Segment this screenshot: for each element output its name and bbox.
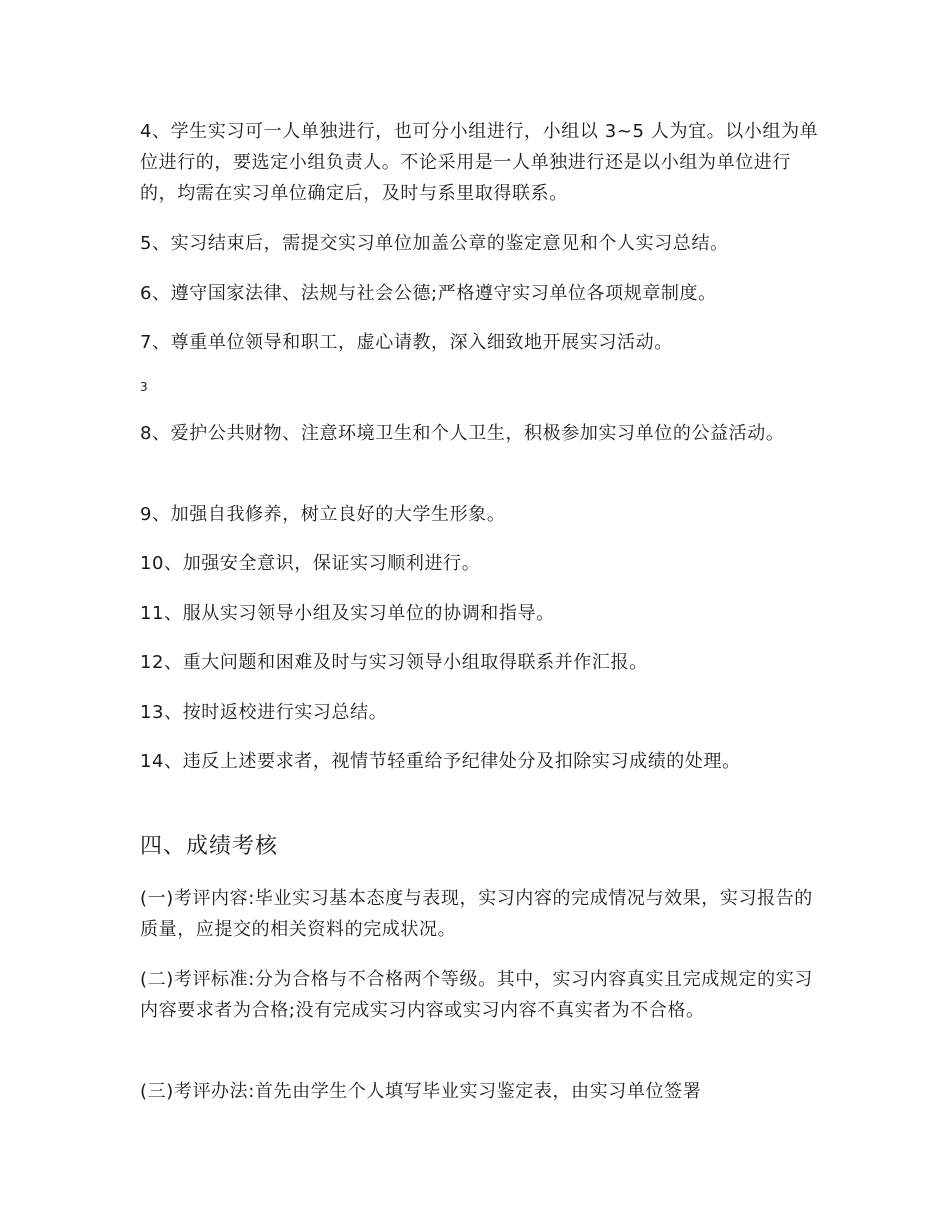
rule-item-5: 5、实习结束后，需提交实习单位加盖公章的鉴定意见和个人实习总结。: [140, 233, 729, 254]
rule-item-10: 10、加强安全意识，保证实习顺利进行。: [140, 553, 481, 574]
rule-item-12: 12、重大问题和困难及时与实习领导小组取得联系并作汇报。: [140, 652, 648, 673]
rule-item-14: 14、违反上述要求者，视情节轻重给予纪律处分及扣除实习成绩的处理。: [140, 751, 741, 772]
rule-item-13: 13、按时返校进行实习总结。: [140, 702, 388, 723]
assessment-standard: (二)考评标准:分为合格与不合格两个等级。其中，实习内容真实且完成规定的实习内容要求者为合格;没有完成实习内容或实习内容不真实者为不合格。: [140, 969, 813, 1021]
rule-item-7: 7、尊重单位领导和职工，虚心请教，深入细致地开展实习活动。: [140, 332, 673, 353]
page-number: 3: [140, 380, 148, 394]
rule-item-6: 6、遵守国家法律、法规与社会公德;严格遵守实习单位各项规章制度。: [140, 283, 717, 304]
rule-item-11: 11、服从实习领导小组及实习单位的协调和指导。: [140, 603, 555, 624]
assessment-method: (三)考评办法:首先由学生个人填写毕业实习鉴定表，由实习单位签署: [140, 1081, 702, 1102]
section-heading: 四、成绩考核: [140, 834, 279, 859]
rule-item-8: 8、爱护公共财物、注意环境卫生和个人卫生，积极参加实习单位的公益活动。: [140, 423, 785, 444]
assessment-content: (一)考评内容:毕业实习基本态度与表现，实习内容的完成情况与效果，实习报告的质量，应提交的相关资料的完成状况。: [140, 888, 813, 940]
rule-item-4: 4、学生实习可一人单独进行，也可分小组进行，小组以 3~5 人为宜。以小组为单位进行的，要选定小组负责人。不论采用是一人单独进行还是以小组为单位进行的，均需在实习单位确定后，及时与系里取得联系。: [140, 121, 819, 204]
rule-item-9: 9、加强自我修养，树立良好的大学生形象。: [140, 504, 506, 525]
